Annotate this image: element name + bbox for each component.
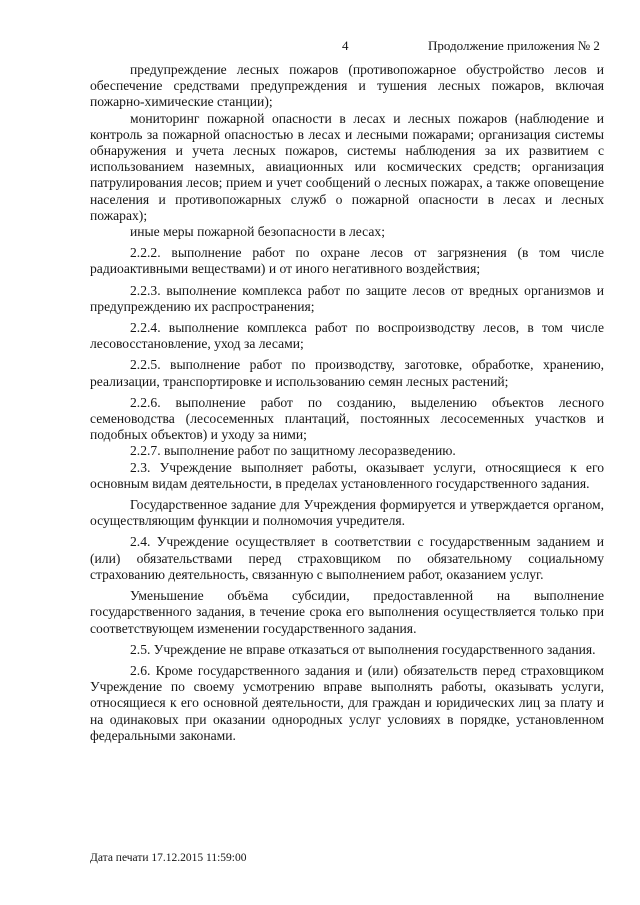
paragraph: 2.5. Учреждение не вправе отказаться от выполнения государственного задания. — [130, 641, 596, 657]
paragraph: 2.4. Учреждение осуществляет в соответствии с государственным заданием и (или) обязательствами перед страховщиком по обязательному социальному страхованию деятельность, связанную с выполнением работ, оказанием услуг. — [90, 534, 604, 582]
paragraph: Государственное задание для Учреждения формируется и утверждается органом, осуществляющим функции и полномочия учредителя. — [90, 497, 604, 529]
page-header — [0, 38, 640, 56]
paragraph: 2.2.7. выполнение работ по защитному лесоразведению. — [130, 443, 456, 459]
print-date-footer: Дата печати 17.12.2015 11:59:00 — [90, 852, 247, 864]
paragraph: 2.6. Кроме государственного задания и (или) обязательств перед страховщиком Учреждение по своему усмотрению вправе выполнять работы, оказывать услуги, относящиеся к его основной деятельности, для граждан и юридических лиц за плату и на одинаковых при оказании однородных услуг условиях в порядке, установленном федеральными законами. — [90, 662, 604, 743]
paragraph: предупреждение лесных пожаров (противопожарное обустройство лесов и обеспечение средствами предупреждения и тушения лесных пожаров, включая пожарно-химические станции); — [90, 62, 604, 110]
paragraph: 2.2.4. выполнение комплекса работ по воспроизводству лесов, в том числе лесовосстановление, уход за лесами; — [90, 320, 604, 352]
paragraph: 2.2.3. выполнение комплекса работ по защите лесов от вредных организмов и предупреждению их распространения; — [90, 282, 604, 314]
paragraph: 2.2.5. выполнение работ по производству, заготовке, обработке, хранению, реализации, транспортировке и использованию семян лесных растений; — [90, 357, 604, 389]
paragraph: 2.3. Учреждение выполняет работы, оказывает услуги, относящиеся к его основным видам деятельности, в пределах установленного государственного задания. — [90, 459, 604, 491]
paragraph: 2.2.2. выполнение работ по охране лесов от загрязнения (в том числе радиоактивными веществами) и от иного негативного воздействия; — [90, 245, 604, 277]
paragraph: иные меры пожарной безопасности в лесах; — [130, 224, 385, 240]
document-body — [90, 62, 604, 744]
appendix-continuation-title: Продолжение приложения № 2 — [428, 38, 600, 53]
paragraph: 2.2.6. выполнение работ по созданию, выделению объектов лесного семеноводства (лесосеменных плантаций, постоянных лесосеменных участков и подобных объектов) и уходу за ними; — [90, 394, 604, 443]
paragraph: мониторинг пожарной опасности в лесах и лесных пожаров (наблюдение и контроль за пожарной опасностью в лесах и лесными пожарами; организация системы обнаружения и учета лесных пожаров, системы наблюдения за их развитием с использованием наземных, авиационных или космических средств; организация патрулирования лесов; прием и учет сообщений о лесных пожарах, а также оповещение населения и противопожарных служб о пожарной опасности в лесах и лесных пожарах); — [90, 110, 604, 223]
paragraph: Уменьшение объёма субсидии, предоставленной на выполнение государственного задания, в течение срока его выполнения осуществляется только при соответствующем изменении государственного задания. — [90, 588, 604, 636]
page-number: 4 — [342, 38, 349, 53]
